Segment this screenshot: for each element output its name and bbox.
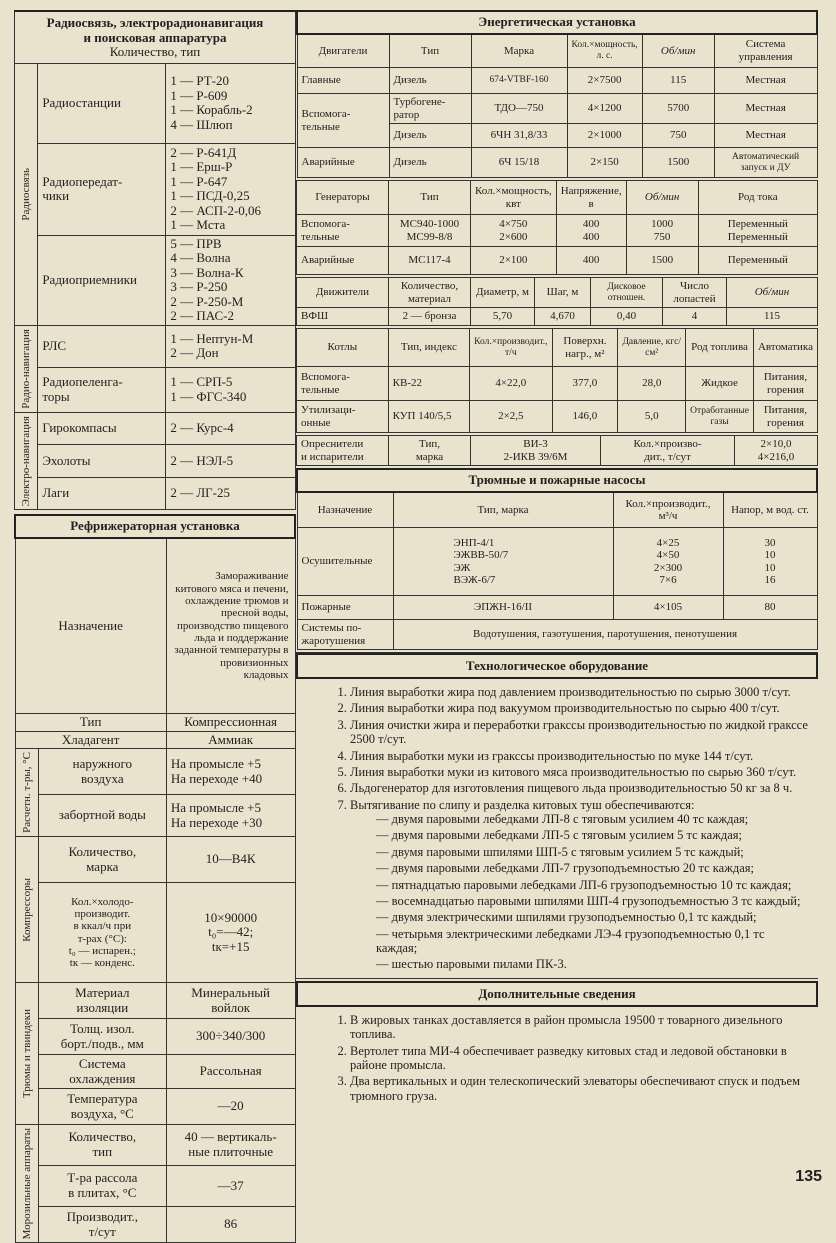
engine-power: 4×1200 (567, 94, 642, 124)
propulsors-table (296, 277, 818, 326)
hold-group-label: Трюмы и твиндеки (20, 1008, 33, 1099)
pump-name: Пожарные (297, 596, 393, 620)
comp-row-label: Кол.×холодо- производит. в ккал/ч при т-рах (°С): t₀ — испарен.; tк — конденс. (38, 883, 166, 983)
refrig-type-value: Компрессионная (166, 714, 295, 732)
tech-item: 4. Линия выработки муки из гракссы производительностью по муке 144 т/сут. (350, 749, 808, 763)
prop-header: Число лопастей (663, 278, 727, 308)
calc-row-label: забортной воды (38, 795, 166, 837)
engine-rpm: 750 (642, 124, 714, 148)
boil-name: Утилизаци- онные (297, 401, 389, 433)
prop-header: Количество, материал (389, 278, 471, 308)
tech-item: 5. Линия выработки муки из китового мяса производительностью по сырью 360 т/сут. (350, 765, 808, 779)
radio-row-value: 5 — ПРВ 4 — Волна 3 — Волна-К 3 — Р-250 2 — Р-250-М 2 — ПАС-2 (166, 235, 296, 325)
tech-item: 3. Линия очистки жира и переработки гракссы производительностью по жидкой гракссе 2500 т/сут. (350, 718, 808, 747)
boil-fuel: Отработанные газы (686, 401, 754, 433)
comp-group-cell (15, 837, 38, 983)
refrig-agent-value: Аммиак (166, 731, 295, 749)
pump-types: ЭПЖН-16/II (393, 596, 613, 620)
freeze-row-label: Количество, тип (38, 1125, 166, 1166)
pump-name: Осушительные (297, 528, 393, 596)
engines-header: Кол.×мощность, л. с. (567, 34, 642, 68)
engines-table (296, 10, 818, 178)
radio-row-label: Радиоприемники (38, 235, 166, 325)
prop-header: Об/мин (727, 278, 818, 308)
pump-systems-label: Системы по- жаротушения (297, 620, 393, 650)
engine-brand: ТДО—750 (471, 94, 567, 124)
prop-qty: 2 — бронза (389, 308, 471, 326)
tech-subitem: — пятнадцатью паровыми лебедками ЛП-6 грузоподъемностью 10 тс каждая; (376, 878, 808, 892)
boilers-table (296, 328, 818, 433)
boil-name: Вспомога- тельные (297, 367, 389, 401)
boil-type: КУП 140/5,5 (388, 401, 469, 433)
calc-group-cell (15, 749, 38, 837)
tech-section (296, 652, 818, 979)
radio-row-value: 2 — Курс-4 (166, 412, 296, 444)
engine-rpm: 115 (642, 68, 714, 94)
prop-blades: 4 (663, 308, 727, 326)
generators-table (296, 180, 818, 275)
desal-prod-label: Кол.×произво- дит., т/сут (601, 436, 735, 466)
boil-press: 28,0 (618, 367, 686, 401)
boil-header: Давление, кгс/см² (618, 329, 686, 367)
engine-power: 2×1000 (567, 124, 642, 148)
tech-item (350, 798, 808, 972)
engine-rpm: 1500 (642, 148, 714, 178)
boil-fuel: Жидкое (686, 367, 754, 401)
boil-header: Род топлива (686, 329, 754, 367)
freeze-group-label: Морозильные аппараты (20, 1128, 33, 1240)
gen-type: МС117-4 (389, 247, 471, 275)
comp-group-label: Компрессоры (20, 877, 33, 942)
engine-type: Дизель (389, 148, 471, 178)
boil-prod: 2×2,5 (470, 401, 552, 433)
calc-row-value: На промысле +5 На переходе +30 (166, 795, 295, 837)
pumps-title: Трюмные и пожарные насосы (297, 469, 817, 492)
tech-subitem: — шестью паровыми пилами ПК-3. (376, 957, 808, 971)
prop-header: Диаметр, м (471, 278, 535, 308)
boil-auto: Питания, горения (753, 367, 817, 401)
extra-title: Дополнительные сведения (296, 981, 818, 1007)
extra-section (296, 981, 818, 1109)
radionav-group-label: Радио-навигация (20, 328, 32, 409)
hold-row-value: Минеральный войлок (166, 983, 295, 1019)
boil-header: Тип, индекс (388, 329, 469, 367)
hold-row-label: Толщ. изол. борт./подв., мм (38, 1019, 166, 1055)
pump-head: 80 (723, 596, 817, 620)
tech-list (296, 679, 818, 978)
pumps-header: Кол.×производит., м³/ч (613, 492, 723, 528)
right-column (296, 10, 818, 1109)
extra-item: 3. Два вертикальных и один телескопический элеваторы обеспечивают спуск и подъем трюмного груза. (350, 1074, 808, 1103)
hold-row-label: Температура воздуха, °С (38, 1089, 166, 1125)
gen-volt: 400 400 (556, 215, 626, 247)
tech-subitem: — двумя паровыми шпилями ШП-5 с тяговым усилием 5 тс каждый; (376, 845, 808, 859)
tech-subitem: — восемнадцатью паровыми шпилями ШП-4 грузоподъемностью 3 тс каждый; (376, 894, 808, 908)
hold-row-value: Рассольная (166, 1055, 295, 1089)
extra-list (296, 1007, 818, 1109)
boil-header: Котлы (297, 329, 389, 367)
radio-row-value: 2 — НЭЛ-5 (166, 445, 296, 477)
engine-ctrl: Местная (714, 94, 817, 124)
engines-header: Система управления (714, 34, 817, 68)
freeze-group-cell (15, 1125, 38, 1243)
tech-item: 6. Льдогенератор для изготовления пищевого льда производительностью 50 кг за 8 ч. (350, 781, 808, 795)
tech-sublist (350, 812, 808, 972)
gen-header: Род тока (698, 181, 817, 215)
radio-header (15, 11, 296, 63)
freeze-row-label: Т-ра рассола в плитах, °С (38, 1165, 166, 1206)
radio-row-label: Эхолоты (38, 445, 166, 477)
radio-row-label: Радиопередат- чики (38, 143, 166, 235)
gen-rpm: 1000 750 (626, 215, 698, 247)
engine-brand: 6ЧН 31,8/33 (471, 124, 567, 148)
freeze-row-value: —37 (166, 1165, 295, 1206)
freeze-row-value: 40 — вертикаль- ные плиточные (166, 1125, 295, 1166)
boil-header: Кол.×производит., т/ч (470, 329, 552, 367)
engines-header: Об/мин (642, 34, 714, 68)
engine-rpm: 5700 (642, 94, 714, 124)
engines-header: Двигатели (297, 34, 389, 68)
pump-systems-value: Водотушения, газотушения, паротушения, пенотушения (393, 620, 817, 650)
radio-group-cell (15, 63, 38, 325)
pumps-table (296, 468, 818, 650)
engine-power: 2×7500 (567, 68, 642, 94)
prop-diam: 5,70 (471, 308, 535, 326)
electronav-group-cell (15, 412, 38, 509)
engine-brand: 6Ч 15/18 (471, 148, 567, 178)
hold-group-cell (15, 983, 38, 1125)
radio-row-value: 2 — ЛГ-25 (166, 477, 296, 509)
radio-row-label: Радиостанции (38, 63, 166, 143)
boil-header: Поверхн. нагр., м² (552, 329, 618, 367)
desal-prod-value: 2×10,0 4×216,0 (735, 436, 818, 466)
engine-type: Дизель (389, 124, 471, 148)
boil-surf: 377,0 (552, 367, 618, 401)
electronav-group-label: Электро-навигация (20, 415, 32, 507)
left-column (14, 10, 296, 1243)
gen-rpm: 1500 (626, 247, 698, 275)
tech-subitem: — четырьмя электрическими лебедками ЛЭ-4 грузоподъемностью 0,1 тс каждая; (376, 927, 808, 956)
pumps-header: Назначение (297, 492, 393, 528)
radio-row-value: 1 — Нептун-М 2 — Дон (166, 325, 296, 367)
boil-surf: 146,0 (552, 401, 618, 433)
hold-row-value: 300÷340/300 (166, 1019, 295, 1055)
pump-prod: 4×25 4×50 2×300 7×6 (613, 528, 723, 596)
hold-row-label: Материал изоляции (38, 983, 166, 1019)
radio-row-label: Лаги (38, 477, 166, 509)
prop-rpm: 115 (727, 308, 818, 326)
refrig-purpose-label: Назначение (15, 538, 166, 714)
comp-row-value: 10—В4К (166, 837, 295, 883)
energy-title: Энергетическая установка (297, 11, 817, 34)
freeze-row-value: 86 (166, 1206, 295, 1243)
gen-type: МС940-1000 МС99-8/8 (389, 215, 471, 247)
tech-subitem: — двумя электрическими шпилями грузоподъемностью 0,1 тс каждый; (376, 910, 808, 924)
boil-press: 5,0 (618, 401, 686, 433)
radionav-group-cell (15, 325, 38, 412)
engine-type: Турбогене- ратор (389, 94, 471, 124)
gen-header: Кол.×мощность, квт (471, 181, 557, 215)
page-number: 135 (795, 1168, 822, 1185)
desal-type-label: Тип, марка (389, 436, 471, 466)
radio-row-value: 1 — СРП-5 1 — ФГС-340 (166, 368, 296, 413)
radio-subtitle: Количество, тип (109, 44, 201, 60)
tech-subitem: — двумя паровыми лебедками ЛП-8 с тяговым усилием 40 тс каждая; (376, 812, 808, 826)
calc-row-label: наружного воздуха (38, 749, 166, 795)
calc-row-value: На промысле +5 На переходе +40 (166, 749, 295, 795)
comp-row-value: 10×90000 t₀=—42; tк=+15 (166, 883, 295, 983)
tech-title: Технологическое оборудование (296, 653, 818, 679)
prop-header: Движители (297, 278, 389, 308)
desal-name: Опреснители и испарители (297, 436, 389, 466)
gen-current: Переменный (698, 247, 817, 275)
pump-prod: 4×105 (613, 596, 723, 620)
boil-auto: Питания, горения (753, 401, 817, 433)
extra-item: 2. Вертолет типа МИ-4 обеспечивает разведку китовых стад и ледовой обстановки в районе промысла. (350, 1044, 808, 1073)
refrig-agent-label: Хладагент (15, 731, 166, 749)
engines-header: Тип (389, 34, 471, 68)
radio-row-value: 1 — РТ-20 1 — Р-609 1 — Корабль-2 4 — Шлюп (166, 63, 296, 143)
pump-head: 30 10 10 16 (723, 528, 817, 596)
desalination-table (296, 435, 818, 466)
prop-header: Дисковое отношен. (591, 278, 663, 308)
gen-power: 4×750 2×600 (471, 215, 557, 247)
radio-row-label: РЛС (38, 325, 166, 367)
prop-header: Шаг, м (535, 278, 591, 308)
gen-header: Генераторы (297, 181, 389, 215)
prop-step: 4,670 (535, 308, 591, 326)
engine-name: Вспомога- тельные (297, 94, 389, 148)
tech-item-text: Вытягивание по слипу и разделка китовых туш обеспечиваются: (350, 797, 695, 812)
engine-ctrl: Автоматический запуск и ДУ (714, 148, 817, 178)
gen-power: 2×100 (471, 247, 557, 275)
radio-row-label: Радиопеленга- торы (38, 368, 166, 413)
desal-type-value: ВИ-3 2-ИКВ 39/6М (471, 436, 601, 466)
refrig-type-label: Тип (15, 714, 166, 732)
hold-row-value: —20 (166, 1089, 295, 1125)
refrig-title: Рефрижераторная установка (15, 515, 295, 538)
gen-header: Напряжение, в (556, 181, 626, 215)
tech-item: 1. Линия выработки жира под давлением производительностью по сырью 3000 т/сут. (350, 685, 808, 699)
comp-row-label: Количество, марка (38, 837, 166, 883)
radio-table (14, 10, 296, 510)
engine-name: Главные (297, 68, 389, 94)
tech-subitem: — двумя паровыми лебедками ЛП-5 с тяговым усилием 5 тс каждая; (376, 828, 808, 842)
engine-type: Дизель (389, 68, 471, 94)
engine-ctrl: Местная (714, 68, 817, 94)
gen-volt: 400 (556, 247, 626, 275)
boil-prod: 4×22,0 (470, 367, 552, 401)
boil-type: КВ-22 (388, 367, 469, 401)
radio-group-label: Радиосвязь (20, 167, 32, 221)
gen-name: Вспомога- тельные (297, 215, 389, 247)
engine-name: Аварийные (297, 148, 389, 178)
refrig-table (14, 514, 296, 1243)
gen-current: Переменный Переменный (698, 215, 817, 247)
pump-types: ЭНП-4/1 ЭЖВВ-50/7 ЭЖ ВЭЖ-6/7 (393, 528, 613, 596)
tech-subitem: — двумя паровыми лебедками ЛП-7 грузоподъемностью 20 тс каждая; (376, 861, 808, 875)
extra-item: 1. В жировых танках доставляется в район промысла 19500 т товарного дизельного топлива. (350, 1013, 808, 1042)
freeze-row-label: Производит., т/сут (38, 1206, 166, 1243)
radio-row-value: 2 — Р-641Д 1 — Ерш-Р 1 — Р-647 1 — ПСД-0,25 2 — АСП-2-0,06 1 — Мста (166, 143, 296, 235)
gen-header: Об/мин (626, 181, 698, 215)
pumps-header: Напор, м вод. ст. (723, 492, 817, 528)
radio-title: Радиосвязь, электрорадионавигация и поисковая аппаратура (46, 15, 264, 45)
prop-name: ВФШ (297, 308, 389, 326)
boil-header: Автоматика (753, 329, 817, 367)
engine-power: 2×150 (567, 148, 642, 178)
tech-item: 2. Линия выработки жира под вакуумом производительностью по сырью 400 т/сут. (350, 701, 808, 715)
refrig-purpose-value: Замораживание китового мяса и печени, охлаждение трюмов и пресной воды, производство пищевого льда и поддержание заданной температуры в провизионных кладовых (166, 538, 295, 714)
calc-group-label: Расчетн. т-ры, °С (20, 752, 33, 834)
hold-row-label: Система охлаждения (38, 1055, 166, 1089)
engine-brand: 674-VTBF-160 (471, 68, 567, 94)
engine-ctrl: Местная (714, 124, 817, 148)
engines-header: Марка (471, 34, 567, 68)
radio-row-label: Гирокомпасы (38, 412, 166, 444)
gen-header: Тип (389, 181, 471, 215)
gen-name: Аварийные (297, 247, 389, 275)
prop-disk: 0,40 (591, 308, 663, 326)
pumps-header: Тип, марка (393, 492, 613, 528)
